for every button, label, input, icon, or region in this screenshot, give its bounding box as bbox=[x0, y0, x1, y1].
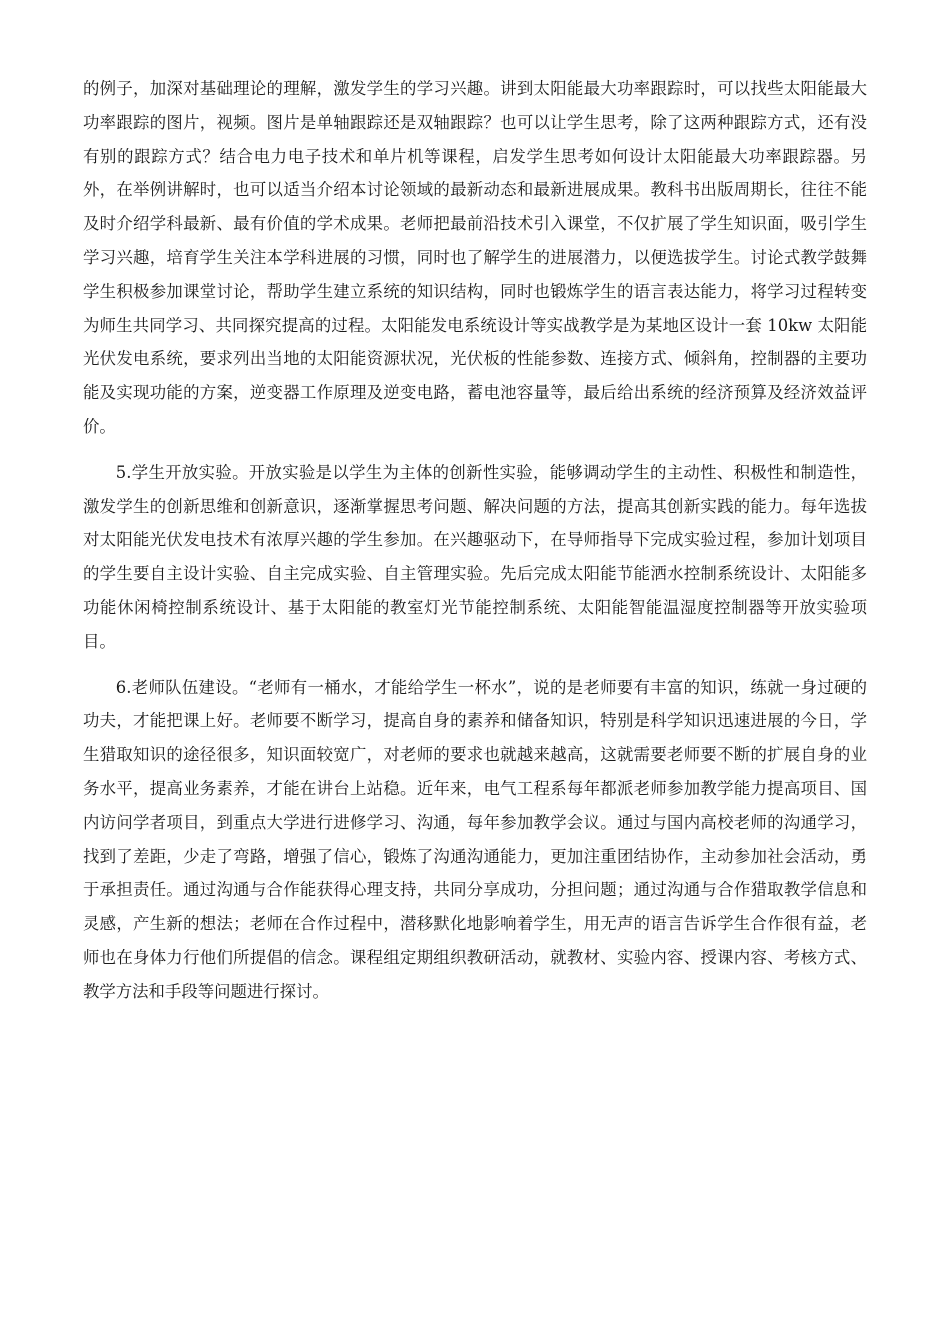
paragraph-continuation: 的例子，加深对基础理论的理解，激发学生的学习兴趣。讲到太阳能最大功率跟踪时，可以找些太阳能最大功率跟踪的图片，视频。图片是单轴跟踪还是双轴跟踪？也可以让学生思考，除了这两种跟踪方式，还有没有别的跟踪方式？结合电力电子技术和单片机等课程，启发学生思考如何设计太阳能最大功率跟踪器。另外，在举例讲解时，也可以适当介绍本讨论领域的最新动态和最新进展成果。教科书出版周期长，往往不能及时介绍学科最新、最有价值的学术成果。老师把最前沿技术引入课堂，不仅扩展了学生知识面，吸引学生学习兴趣，培育学生关注本学科进展的习惯，同时也了解学生的进展潜力，以便选拔学生。讨论式教学鼓舞学生积极参加课堂讨论，帮助学生建立系统的知识结构，同时也锻炼学生的语言表达能力，将学习过程转变为师生共同学习、共同探究提高的过程。太阳能发电系统设计等实战教学是为某地区设计一套 10kw 太阳能光伏发电系统，要求列出当地的太阳能资源状况，光伏板的性能参数、连接方式、倾斜角，控制器的主要功能及实现功能的方案，逆变器工作原理及逆变电路，蓄电池容量等，最后给出系统的经济预算及经济效益评价。 bbox=[83, 79, 867, 436]
paragraph-open-experiments: 5.学生开放实验。开放实验是以学生为主体的创新性实验，能够调动学生的主动性、积极性和制造性，激发学生的创新思维和创新意识，逐渐掌握思考问题、解决问题的方法，提高其创新实践的能力。每年选拔对太阳能光伏发电技术有浓厚兴趣的学生参加。在兴趣驱动下，在导师指导下完成实验过程，参加计划项目的学生要自主设计实验、自主完成实验、自主管理实验。先后完成太阳能节能洒水控制系统设计、太阳能多功能休闲椅控制系统设计、基于太阳能的教室灯光节能控制系统、太阳能智能温湿度控制器等开放实验项目。 bbox=[83, 462, 867, 651]
paragraph-teacher-team: 6.老师队伍建设。“老师有一桶水，才能给学生一杯水”，说的是老师要有丰富的知识，练就一身过硬的功夫，才能把课上好。老师要不断学习，提高自身的素养和储备知识，特别是科学知识迅速进展的今日，学生猎取知识的途径很多，知识面较宽广，对老师的要求也就越来越高，这就需要老师要不断的扩展自身的业务水平，提高业务素养，才能在讲台上站稳。近年来，电气工程系每年都派老师参加教学能力提高项目、国内访问学者项目，到重点大学进行进修学习、沟通，每年参加教学会议。通过与国内高校老师的沟通学习，找到了差距，少走了弯路，增强了信心，锻炼了沟通沟通能力，更加注重团结协作，主动参加社会活动，勇于承担责任。通过沟通与合作能获得心理支持，共同分享成功，分担问题；通过沟通与合作猎取教学信息和灵感，产生新的想法；老师在合作过程中，潜移默化地影响着学生，用无声的语言告诉学生合作很有益，老师也在身体力行他们所提倡的信念。课程组定期组织教研活动，就教材、实验内容、授课内容、考核方式、教学方法和手段等问题进行探讨。 bbox=[83, 677, 867, 1001]
document-page bbox=[83, 72, 867, 1009]
